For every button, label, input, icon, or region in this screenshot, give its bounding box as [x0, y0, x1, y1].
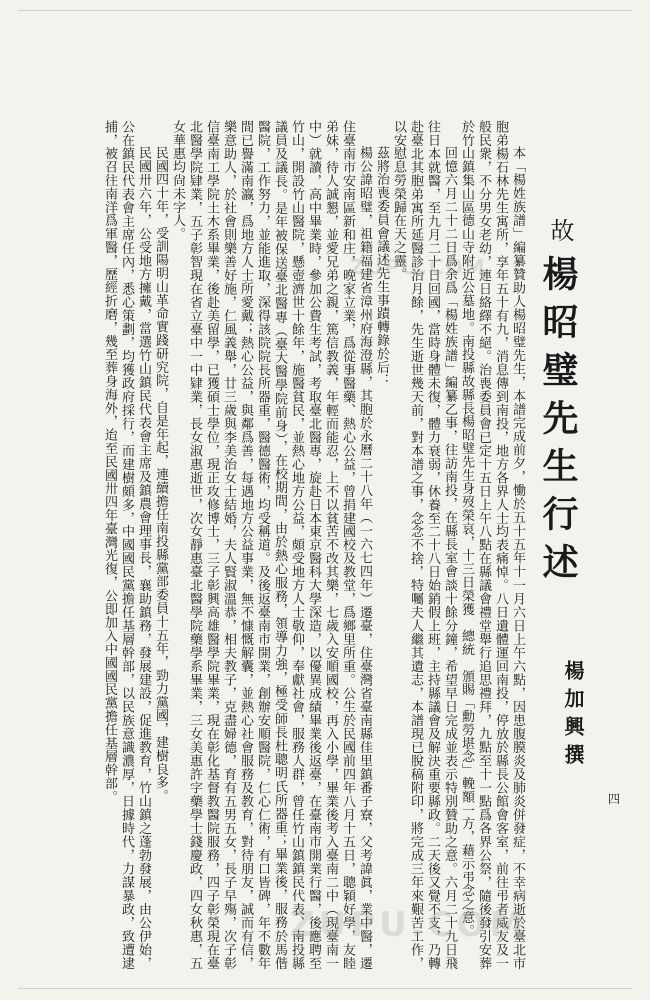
paragraph-6: 民國卅六年，公受地方擁戴，當選竹山鎮民代表會主席及鎮農會理事長，襄助鎮務，發展建設，促進教育，竹山鎮之蓬勃發展，由公伊始，公在鎮民代表會主席任內，悉心策劃，均獲政府採行，而建樹頗多，中國國民黨擔任基層幹部，以民族意識濃厚，日據時代，力謀暴政，致遭逮捕，被召往南洋爲軍醫，歷經折磨，幾至葬身海外，迨至民國卅四年臺灣光復，公即加入中國國民黨擔任基層幹部。: [102, 120, 151, 970]
paragraph-1: 本「楊姓族譜」編纂贊助人楊昭璧先生，本譜完成前夕，慟於五十五年十一月六日上午六點，因患腹膜炎及肺炎併發症，不幸病逝於臺北市胞弟楊石林先生寓所，享年五十有九，消息傳到南投，地方各界人士均表痛悼。八日遺體運回南投，停放於縣長公館會客室，前往弔者威友及一般民衆，不分男女老幼，連日絡繹不絕。治喪委員會已定十五日上午八點在縣議會禮堂舉行追思禮拜，九點至十一點爲各界公祭，隨後發引安葬於竹山鎮集山區德山寺附近公墓地。南投縣故縣長楊昭璧先生身歿榮哀，十三日榮獲 總統 頒賜「勳勞堪念」輓額一方，藉示弔念之意。: [459, 120, 525, 970]
watermark-top: ZUPU.COM: [350, 255, 487, 279]
title-prefix: 故: [546, 218, 574, 242]
body-text: [58, 120, 526, 970]
page-number: 四: [608, 792, 621, 806]
bottom-border: [18, 988, 632, 989]
watermark-bottom: ZUPU.COM: [290, 905, 528, 945]
paragraph-4: 楊公諱昭璧，祖籍福建省漳州府海澄縣，其胞於永曆二十八年（一六七四年）遷臺，住臺灣省臺南縣佳里鎮番子寮，父考諱眞，業中醫，遷住臺南市安南區新和庄，晚家立業，爲從事醫藥、熱心公益，曾捐建國校及教堂，爲鄉里所重。公生於民國前四年八月十五日，聰穎好學，友睦弟妹，待人誠懇，並愛兄弟之親，篤信教義，年輕而能忍，上不以貧苦不改其樂，七歲入安順國校，再入小學，畢業後考入臺南二中（現臺南一中）就讀，高中畢業時，參加公費生考試，考取臺北醫專，旋赴日本東京醫科大學深造，以優異成績畢業後返臺，在臺南市開業行醫，後應聘至竹山，開設竹山醫院，懸壺濟世十餘年，施醫貧民，並熱心地方公益，頗受地方人士敬仰，奉獻社會，服務人群，曾任竹山鎮鎮民代表、南投縣議員及議長。是年被保送臺北醫專（臺大醫學院前身），在校期間，由於熱心服務，領導力強，極受師長杜聰明氏所器重；畢業後，服務於馬偕醫院，工作努力，並能進取，深得該院院長所器重，醫德醫術，均受稱道。及後返臺南市開業，創辦安順醫院，仁心仁術，有口皆碑，年不數年間已譽滿南瀛，爲地方人士所愛戴；熱心公益，與鄰爲善，每遇地方公益事業，無不慷慨解囊，並熱心社會服務及教育，對待朋友，誠而有信，樂意助人，於社會則樂善好施，仁風義舉，廿三歲與李美治女士結婚，夫人賢淑溫恭，相夫教子，克盡婦德，育有五男五女，長子早殤，次子彰信臺南工學院土木系畢業，後赴美留學，已獲碩士學位，現正攻修博士，三子彰興高雄醫學院畢業，現在彰化基督教醫院服務，四子彰榮現在臺北醫學院肄業，五子彰智現在省立臺中一中肄業，長女淑惠逝世，次女靜惠臺北醫學院藥學系畢業，三女美惠許字藥學士錢慶政，四女秋惠，五女華惠均尙未字人。: [170, 120, 372, 970]
author-line: 楊加興撰: [561, 660, 585, 772]
top-border: [18, 10, 632, 11]
paragraph-2: 回憶六月二十二日爲余爲「楊姓族譜」編纂乙事，往訪南投，在縣長室會談十餘分鐘，希望早日完成並表示特別贊助之意。六月二十九日飛往日本就醫，至九月二十日回國，當時身體未復，體力衰弱，休養至二十八日始銷假上班，主持縣議會及解決重要縣政。二天後又覺不支，乃轉赴臺北其胞弟寓所延醫診治月餘，先生逝世幾天前，對本譜之事，念念不捨，特囑夫人繼其遺志，本譜現已脫稿附印，將完成三年來艱苦工作，以安慰息勞榮歸在天之靈。: [391, 120, 457, 970]
paragraph-3: 茲將治喪委員會議述先生事蹟轉錄於后：: [374, 146, 389, 388]
paragraph-5: 民國四十年，受訓陽明山革命實踐研究院，自是年起，連續擔任南投縣黨部委員十五年，勁力黨國，建樹良多。: [153, 146, 168, 803]
document-title: 楊昭璧先生行述: [537, 255, 579, 591]
